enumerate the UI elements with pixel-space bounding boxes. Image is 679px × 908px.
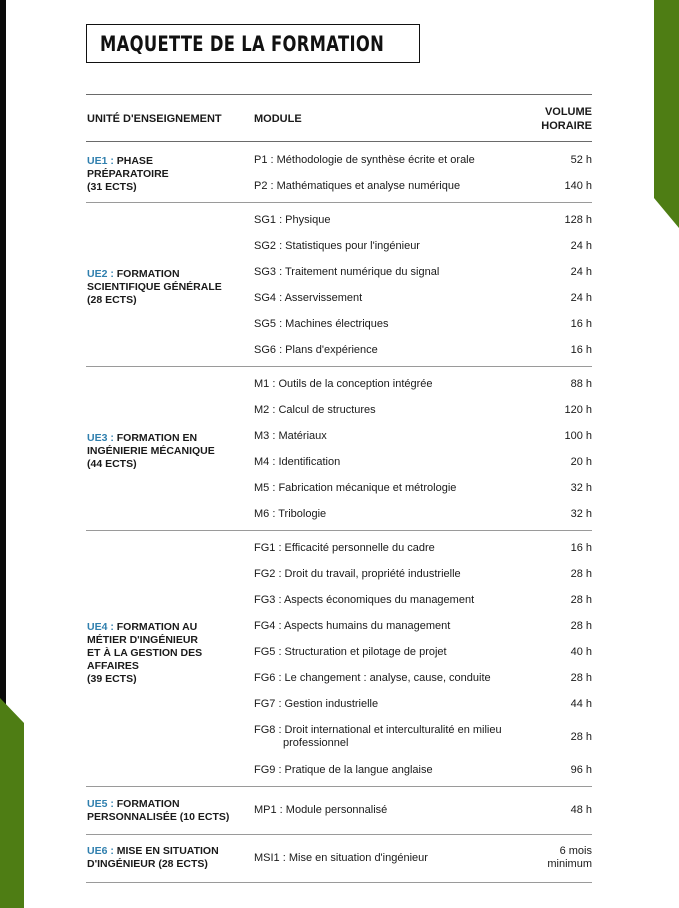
- hours-msi1: [522, 845, 592, 871]
- header-volume-line2: HORAIRE: [541, 120, 592, 132]
- module-sg4: SG4 : Asservissement: [254, 292, 363, 304]
- ue4-name-line3: ET À LA GESTION DES: [87, 647, 203, 659]
- hours-fg5: 40 h: [570, 646, 592, 658]
- green-corner-shape-right: [654, 0, 679, 228]
- module-m2: M2 : Calcul de structures: [254, 404, 376, 416]
- hours-msi1-line2: minimum: [547, 858, 592, 870]
- module-sg6: SG6 : Plans d'expérience: [254, 344, 378, 356]
- module-fg9: FG9 : Pratique de la langue anglaise: [254, 764, 433, 776]
- module-sg3: SG3 : Traitement numérique du signal: [254, 266, 440, 278]
- ue3-code: UE3 :: [87, 432, 114, 444]
- header-top-divider: [86, 94, 592, 95]
- hours-fg8: 28 h: [570, 731, 592, 743]
- module-p1: P1 : Méthodologie de synthèse écrite et orale: [254, 154, 475, 166]
- divider-ue5: [86, 834, 592, 835]
- ue4-label: [87, 621, 247, 686]
- divider-ue3: [86, 530, 592, 531]
- hours-fg1: 16 h: [570, 542, 592, 554]
- ue4-name-line4: AFFAIRES: [87, 660, 139, 672]
- ue3-name: FORMATION EN: [116, 432, 198, 444]
- divider-ue1: [86, 202, 592, 203]
- hours-sg3: 24 h: [570, 266, 592, 278]
- module-fg3: FG3 : Aspects économiques du management: [254, 594, 475, 606]
- module-fg5: FG5 : Structuration et pilotage de projet: [254, 646, 447, 658]
- module-m3: M3 : Matériaux: [254, 430, 327, 442]
- module-fg2: FG2 : Droit du travail, propriété industrielle: [254, 568, 461, 580]
- hours-sg5: 16 h: [570, 318, 592, 330]
- module-msi1: MSI1 : Mise en situation d'ingénieur: [254, 852, 428, 864]
- divider-ue2: [86, 366, 592, 367]
- hours-m1: 88 h: [570, 378, 592, 390]
- ue6-name: MISE EN SITUATION: [116, 845, 219, 857]
- module-m4: M4 : Identification: [254, 456, 341, 468]
- divider-ue4: [86, 786, 592, 787]
- ue2-label: [87, 268, 247, 307]
- hours-p2: 140 h: [564, 180, 592, 192]
- ue6-name-line2: D'INGÉNIEUR (28 ECTS): [87, 858, 208, 870]
- module-sg5: SG5 : Machines électriques: [254, 318, 389, 330]
- ue2-ects: (28 ECTS): [87, 294, 137, 306]
- ue2-name: FORMATION: [116, 268, 180, 280]
- hours-fg3: 28 h: [570, 594, 592, 606]
- ue6-label: [87, 845, 247, 871]
- module-fg8-line1: FG8 : Droit international et interculturalité en milieu: [254, 724, 502, 736]
- ue5-name-line2: PERSONNALISÉE (10 ECTS): [87, 811, 230, 823]
- module-sg1: SG1 : Physique: [254, 214, 331, 226]
- hours-sg2: 24 h: [570, 240, 592, 252]
- page-title: MAQUETTE DE LA FORMATION: [100, 31, 385, 56]
- ue1-code: UE1 :: [87, 155, 114, 167]
- ue5-label: [87, 798, 247, 824]
- module-sg2: SG2 : Statistiques pour l'ingénieur: [254, 240, 420, 252]
- ue3-label: [87, 432, 247, 471]
- ue3-name-line2: INGÉNIERIE MÉCANIQUE: [87, 445, 215, 457]
- hours-m5: 32 h: [570, 482, 592, 494]
- hours-m4: 20 h: [570, 456, 592, 468]
- module-fg6: FG6 : Le changement : analyse, cause, conduite: [254, 672, 491, 684]
- header-ue: UNITÉ D'ENSEIGNEMENT: [87, 113, 222, 125]
- hours-m3: 100 h: [564, 430, 592, 442]
- ue5-name: FORMATION: [116, 798, 180, 810]
- hours-fg6: 28 h: [570, 672, 592, 684]
- header-volume: [541, 105, 592, 133]
- module-fg4: FG4 : Aspects humains du management: [254, 620, 451, 632]
- ue1-ects: (31 ECTS): [87, 181, 137, 193]
- module-fg8-line2: professionnel: [283, 737, 349, 749]
- ue1-label: [87, 155, 247, 194]
- ue1-name-line2: PRÉPARATOIRE: [87, 168, 169, 180]
- ue3-ects: (44 ECTS): [87, 458, 137, 470]
- ue4-code: UE4 :: [87, 621, 114, 633]
- hours-mp1: 48 h: [570, 804, 592, 816]
- hours-m6: 32 h: [570, 508, 592, 520]
- module-mp1: MP1 : Module personnalisé: [254, 804, 388, 816]
- hours-fg2: 28 h: [570, 568, 592, 580]
- hours-p1: 52 h: [570, 154, 592, 166]
- module-fg1: FG1 : Efficacité personnelle du cadre: [254, 542, 435, 554]
- header-bottom-divider: [86, 141, 592, 142]
- hours-fg7: 44 h: [570, 698, 592, 710]
- ue1-name: PHASE: [116, 155, 153, 167]
- green-corner-shape-left: [0, 698, 24, 908]
- module-fg7: FG7 : Gestion industrielle: [254, 698, 379, 710]
- ue2-code: UE2 :: [87, 268, 114, 280]
- header-volume-line1: VOLUME: [544, 106, 592, 118]
- module-p2: P2 : Mathématiques et analyse numérique: [254, 180, 461, 192]
- module-fg8: [254, 724, 524, 750]
- divider-bottom: [86, 882, 592, 883]
- hours-sg6: 16 h: [570, 344, 592, 356]
- ue4-name-line2: MÉTIER D'INGÉNIEUR: [87, 634, 199, 646]
- module-m1: M1 : Outils de la conception intégrée: [254, 378, 433, 390]
- page-title-box: [86, 24, 420, 63]
- ue5-code: UE5 :: [87, 798, 114, 810]
- hours-fg4: 28 h: [570, 620, 592, 632]
- hours-sg1: 128 h: [564, 214, 592, 226]
- ue4-name: FORMATION AU: [116, 621, 198, 633]
- hours-fg9: 96 h: [570, 764, 592, 776]
- hours-msi1-line1: 6 mois: [559, 845, 592, 857]
- ue6-code: UE6 :: [87, 845, 114, 857]
- header-module: MODULE: [254, 113, 302, 125]
- hours-m2: 120 h: [564, 404, 592, 416]
- module-m5: M5 : Fabrication mécanique et métrologie: [254, 482, 457, 494]
- hours-sg4: 24 h: [570, 292, 592, 304]
- ue2-name-line2: SCIENTIFIQUE GÉNÉRALE: [87, 281, 222, 293]
- ue4-ects: (39 ECTS): [87, 673, 137, 685]
- module-m6: M6 : Tribologie: [254, 508, 327, 520]
